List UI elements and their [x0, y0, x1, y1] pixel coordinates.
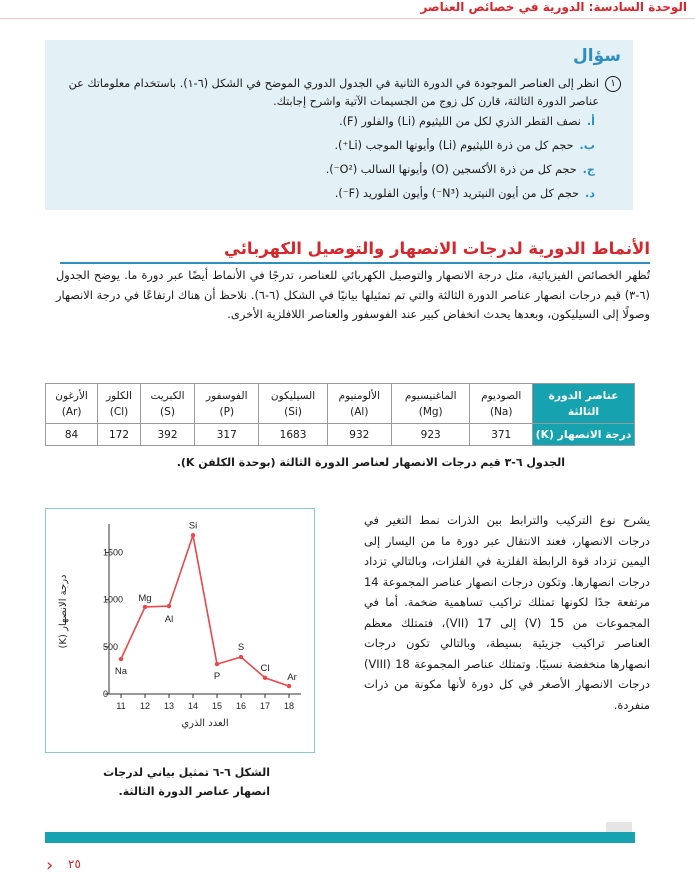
x-tick-label: 13: [163, 701, 175, 711]
x-tick-label: 11: [116, 701, 126, 711]
x-tick-label: 14: [187, 701, 199, 711]
data-point: [263, 676, 267, 680]
table-cell-element: الكلور (Cl): [98, 384, 141, 424]
data-point: [191, 533, 195, 537]
y-tick-label: 0: [103, 689, 109, 699]
row-header-melting-point: درجة الانصهار (K): [533, 424, 635, 446]
data-point: [167, 604, 171, 608]
table-cell-element: الفوسفور (P): [195, 384, 259, 424]
data-point: [215, 662, 219, 666]
table-cell-value: 84: [46, 424, 98, 446]
table-row-elements: [46, 384, 635, 424]
table-cell-element: الماغنيسيوم (Mg): [391, 384, 470, 424]
item-label: ج.: [582, 163, 595, 176]
item-label: ب.: [579, 139, 595, 152]
point-label: Ar: [287, 672, 297, 684]
structure-paragraph: يشرح نوع التركيب والترابط بين الذرات نمط التغير في درجات الانصهار، فعند الانتقال عبر دورة ما من اليسار إلى اليمين تزداد قوة الرابطة الفلزية في الفلزات، وبالتالي تزداد درجات انصهارها. وتكون درجات انصهار عناصر المجموعة 14 مرتفعة جدًا لكونها تمتلك تراكيب تساهمية ضخمة. أما في المجموعات من 15 (V) إلى 17 (VII)، فتمتلك معظم العناصر تراكيب جزيئية بسيطة، وبالتالي تكون درجات انصهارها منخفضة نسبيًا. وتمتلك عناصر المجموعة 18 (VIII) درجات الانصهار الأصغر في كل دورة لأنها مكونة من ذرات منفردة.: [364, 513, 650, 712]
footer-chip: [606, 822, 632, 832]
item-label: أ.: [586, 115, 595, 128]
question-text: انظر إلى العناصر الموجودة في الدورة الثانية في الجدول الدوري الموضح في الشكل (٦-١). باستخدام معلوماتك عن عناصر الدورة الثالثة، قارن كل زوج من الجسيمات الآتية واشرح إجابتك.: [68, 77, 599, 108]
table-cell-value: 923: [391, 424, 470, 446]
table-cell-element: الأرغون (Ar): [46, 384, 98, 424]
x-tick-label: 18: [283, 701, 295, 711]
question-item-b: [334, 138, 595, 154]
table-cell-element: الألومنيوم (Al): [327, 384, 391, 424]
chart-svg: [46, 509, 316, 754]
page-number: ٢٥: [68, 857, 81, 871]
table-cell-value: 392: [140, 424, 194, 446]
data-point: [143, 605, 147, 609]
y-tick-label: 500: [103, 641, 119, 652]
table-cell-element: الصوديوم (Na): [470, 384, 533, 424]
x-tick-label: 15: [211, 701, 223, 711]
point-label: S: [237, 642, 245, 654]
figure-caption-line1: الشكل ٦-٦ تمثيل بياني لدرجات: [103, 766, 270, 779]
footer-band: [45, 832, 635, 843]
point-label: Na: [114, 666, 128, 678]
table-cell-value: 1683: [259, 424, 327, 446]
table-cell-value: 371: [470, 424, 533, 446]
section-paragraph: تُظهر الخصائص الفيزيائية، مثل درجة الانصهار والتوصيل الكهربائي للعناصر، تدرجًا في الأنماط أيضًا عبر دورة ما. يوضح الجدول (٦-٣) قيم درجات انصهار عناصر الدورة الثالثة والتي تم تمثيلها بيانيًا في الشكل (٦-٦). نلاحظ أن هناك ارتفاعًا في درجة الانصهار وصولًا إلى السيليكون، وبعدها يحدث انخفاض كبير عند الفوسفور والعناصر اللافلزية الأخرى.: [56, 268, 650, 321]
section-rule: [60, 262, 650, 264]
table-row-melting-points: [46, 424, 635, 446]
figure-caption-line2: انصهار عناصر الدورة الثالثة.: [118, 785, 270, 798]
x-axis-label: العدد الذري: [181, 718, 229, 729]
question-item-d: [335, 186, 595, 202]
row-header-elements: عناصر الدورة الثالثة: [533, 384, 635, 424]
table-caption: الجدول ٦-٣ قيم درجات الانصهار لعناصر الدورة الثالثة (بوحدة الكلفن K).: [176, 456, 565, 469]
point-label: Cl: [260, 662, 270, 674]
point-label: Al: [164, 614, 174, 626]
item-label: د.: [585, 187, 595, 200]
data-point: [119, 657, 123, 661]
question-number: ١: [605, 76, 621, 92]
table-cell-element: الكبريت (S): [140, 384, 194, 424]
chevron-left-icon[interactable]: ‹: [46, 855, 54, 876]
point-label: Mg: [138, 592, 152, 604]
item-text: نصف القطر الذري لكل من الليثيوم (Li) والفلور (F).: [339, 115, 581, 128]
table-cell-value: 317: [195, 424, 259, 446]
item-text: حجم كل من ذرة الأكسجين (O) وأيونها السالب (O²⁻).: [325, 163, 577, 176]
data-point: [287, 684, 291, 688]
running-header: الوحدة السادسة: الدورية في خصائص العناصر: [420, 0, 687, 14]
figure-caption: [100, 763, 270, 801]
section-title: الأنماط الدورية لدرجات الانصهار والتوصيل الكهربائي: [224, 239, 650, 258]
y-tick-label: 1500: [103, 547, 124, 558]
point-label: P: [213, 671, 221, 683]
item-text: حجم كل من ذرة الليثيوم (Li) وأيونها الموجب (Li⁺).: [334, 139, 574, 152]
x-tick-label: 17: [259, 701, 271, 711]
y-tick-label: 1000: [103, 594, 124, 605]
table-cell-value: 172: [98, 424, 141, 446]
melting-point-chart: [45, 508, 315, 753]
table-cell-element: السيليكون (Si): [259, 384, 327, 424]
question-item-a: [339, 114, 595, 130]
table-cell-value: 932: [327, 424, 391, 446]
melting-points-table: [45, 383, 635, 446]
point-label: Si: [188, 520, 198, 532]
item-text: حجم كل من أيون النيتريد (N³⁻) وأيون الفلوريد (F⁻).: [334, 187, 579, 200]
data-point: [239, 655, 243, 659]
question-item-c: [326, 162, 595, 178]
x-tick-label: 16: [235, 701, 247, 711]
x-tick-label: 12: [139, 701, 151, 711]
question-title: سؤال: [573, 46, 621, 66]
header-rule: [0, 18, 695, 19]
y-axis-label: درجة الانصهار (K): [58, 574, 69, 649]
question-box: [45, 40, 633, 210]
